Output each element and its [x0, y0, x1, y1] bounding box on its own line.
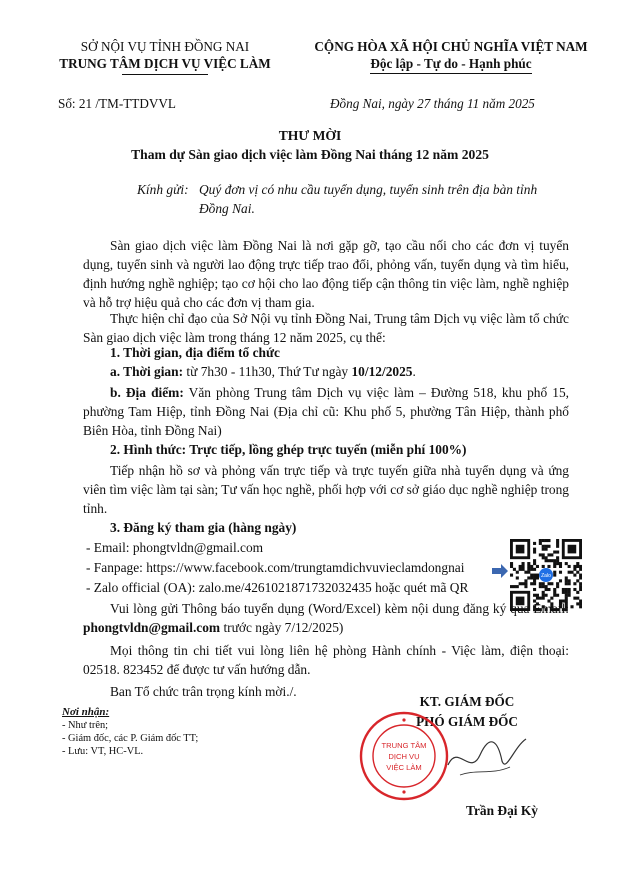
document-number: Số: 21 /TM-TTDVVL	[58, 96, 176, 111]
seal-line3: VIỆC LÀM	[386, 763, 422, 772]
signer-name: Trần Đại Kỳ	[466, 803, 538, 818]
event-place	[83, 383, 569, 440]
contact-block	[83, 641, 569, 679]
zalo-badge-text: Zalo	[541, 573, 551, 579]
arrow-right-icon	[492, 564, 508, 578]
seal-line2: DỊCH VỤ	[388, 752, 420, 761]
section2-block	[83, 461, 569, 518]
send-notice-deadline: trước ngày 7/12/2025)	[220, 620, 344, 635]
send-notice-block	[83, 599, 569, 637]
national-motto: Độc lập - Tự do - Hạnh phúc	[370, 55, 531, 74]
directive-paragraph: Thực hiện chỉ đạo của Sở Nội vụ tỉnh Đồng Nai, Trung tâm Dịch vụ việc làm tổ chức Sàn giao dịch việc làm trong tháng 12 năm 2025, cụ thể:	[83, 311, 569, 345]
contact-paragraph: Mọi thông tin chi tiết vui lòng liên hệ phòng Hành chính - Việc làm, điện thoại: 02518. 823452 để được tư vấn hướng dẫn.	[83, 643, 569, 677]
intro-paragraph-block	[83, 236, 569, 312]
country-name: CỘNG HÒA XÃ HỘI CHỦ NGHĨA VIỆT NAM	[314, 39, 588, 54]
send-notice	[83, 599, 569, 637]
letter-subtitle: Tham dự Sàn giao dịch việc làm Đồng Nai tháng 12 năm 2025	[131, 147, 489, 162]
recipients-heading: Nơi nhận:	[62, 706, 110, 718]
recipient-value: Quý đơn vị có nhu cầu tuyển dụng, tuyển sinh trên địa bàn tỉnh Đồng Nai.	[199, 182, 538, 216]
event-time-line	[110, 362, 416, 381]
letter-title-block	[0, 126, 620, 164]
section2-heading: 2. Hình thức: Trực tiếp, lồng ghép trực tuyến (miễn phí 100%)	[110, 442, 467, 457]
official-seal	[358, 710, 450, 802]
time-value: từ 7h30 - 11h30, Thứ Tư ngày	[183, 364, 352, 379]
place-label: b. Địa điểm:	[110, 385, 184, 400]
section1-heading: 1. Thời gian, địa điểm tổ chức	[110, 345, 280, 360]
issuing-agency-header	[40, 38, 290, 75]
intro-paragraph: Sàn giao dịch việc làm Đồng Nai là nơi gặp gỡ, tạo cầu nối cho các đơn vị tuyển dụng, tuyển sinh và người lao động trực tiếp trao đổi, phỏng vấn, tuyển dụng và tìm hiểu, định hướng nghề nghiệp; tạo cơ hội cho lao động tiếp cận thông tin việc làm, nghề nghiệp và hỗ trợ hiệu quả cho các đơn vị tham gia.	[83, 238, 569, 310]
event-place-block	[83, 383, 569, 440]
time-end: .	[412, 364, 416, 379]
recipient-item: - Như trên;	[62, 720, 109, 731]
closing-line: Ban Tổ chức trân trọng kính mời./.	[110, 684, 297, 699]
time-label: a. Thời gian:	[110, 364, 184, 379]
recipient-item: - Giám đốc, các P. Giám đốc TT;	[62, 733, 199, 744]
letter-title: THƯ MỜI	[278, 128, 342, 143]
issue-date: Đồng Nai, ngày 27 tháng 11 năm 2025	[330, 96, 535, 111]
section2-text: Tiếp nhận hồ sơ và phỏng vấn trực tiếp và trực tuyến giữa nhà tuyển dụng và ứng viên tìm việc làm tại sàn; Tư vấn học nghề, phối hợp với cơ sở giáo dục nghề nghiệp trong tỉnh.	[83, 463, 569, 516]
send-notice-email: phongtvldn@gmail.com	[83, 620, 221, 635]
directive-paragraph-block	[83, 309, 569, 347]
signature-line2: PHÓ GIÁM ĐỐC	[416, 714, 518, 729]
seal-line1: TRUNG TÂM	[381, 741, 427, 750]
header-left-rule	[122, 74, 208, 75]
national-header	[292, 38, 610, 74]
recipients-list	[62, 706, 198, 758]
recipient-item: - Lưu: VT, HC-VL.	[62, 746, 144, 757]
parent-agency: SỞ NỘI VỤ TỈNH ĐỒNG NAI	[80, 39, 250, 54]
place-value: Văn phòng Trung tâm Dịch vụ việc làm – Đường 518, khu phố 15, phường Tam Hiệp, tỉnh Đồng Nai (Địa chỉ cũ: Khu phố 5, phường Tân Hiệp, thành phố Biên Hòa, tỉnh Đồng Nai)	[83, 385, 569, 438]
recipient-label: Kính gửi:	[137, 182, 189, 197]
send-notice-text: Vui lòng gửi Thông báo tuyển dụng (Word/Excel) kèm nội dung đăng ký qua Email:	[110, 601, 569, 616]
handwritten-signature	[440, 725, 530, 785]
registration-zalo: - Zalo official (OA): zalo.me/4261021871732032435 hoặc quét mã QR	[86, 580, 469, 595]
section3-heading: 3. Đăng ký tham gia (hàng ngày)	[110, 520, 297, 535]
registration-fanpage: - Fanpage: https://www.facebook.com/trungtamdichvuvieclamdongnai	[86, 560, 465, 575]
issuing-center: TRUNG TÂM DỊCH VỤ VIỆC LÀM	[59, 56, 271, 71]
event-date: 10/12/2025	[351, 364, 413, 379]
signature-line1: KT. GIÁM ĐỐC	[419, 694, 515, 709]
registration-email: - Email: phongtvldn@gmail.com	[86, 540, 264, 555]
recipient-line	[137, 180, 567, 218]
